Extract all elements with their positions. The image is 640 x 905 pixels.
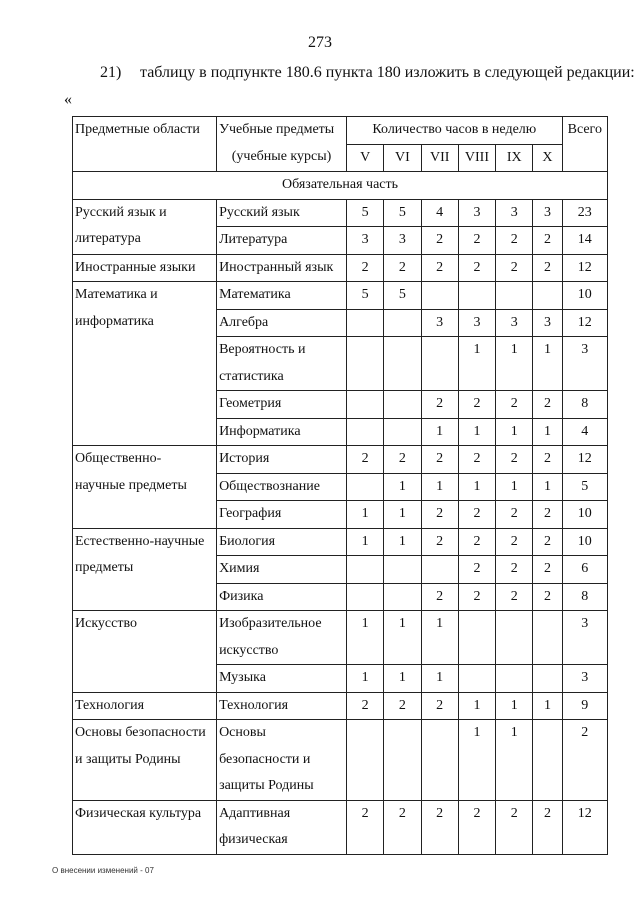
subject-area-cell	[73, 720, 217, 801]
hours-cell: 2	[533, 227, 562, 255]
hours-cell: 2	[496, 528, 533, 556]
subject-cell	[217, 501, 347, 529]
hours-cell	[347, 556, 384, 584]
hours-cell: 2	[421, 583, 458, 611]
subject-line: безопасности и	[219, 751, 311, 767]
subject-area-line: Математика и	[75, 287, 158, 302]
hours-cell: 2	[533, 556, 562, 584]
hours-cell: 2	[533, 528, 562, 556]
hours-cell: 2	[496, 556, 533, 584]
subject-cell	[217, 611, 347, 665]
total-cell: 12	[562, 309, 607, 337]
hours-cell: 2	[496, 501, 533, 529]
subject-cell	[217, 254, 347, 282]
subject-line: искусство	[219, 642, 279, 658]
hours-cell	[421, 556, 458, 584]
hours-cell: 2	[458, 391, 495, 419]
subject-cell	[217, 282, 347, 310]
total-cell: 2	[562, 720, 607, 801]
hours-cell	[384, 391, 421, 419]
subject-line: Обществознание	[219, 478, 320, 494]
hours-cell	[421, 282, 458, 310]
hours-cell: 2	[421, 528, 458, 556]
hours-cell: 2	[458, 501, 495, 529]
subject-line: Основы	[219, 725, 266, 740]
subject-line: Информатика	[219, 423, 301, 439]
subject-cell	[217, 337, 347, 391]
total-cell: 10	[562, 282, 607, 310]
table-row	[73, 254, 608, 282]
hours-cell	[496, 665, 533, 693]
hours-cell: 2	[533, 391, 562, 419]
subject-line: Физика	[219, 588, 264, 604]
hours-cell	[384, 583, 421, 611]
hours-cell: 1	[533, 692, 562, 720]
section-row	[73, 172, 608, 200]
header-area-cont	[73, 144, 217, 172]
hours-cell: 1	[421, 665, 458, 693]
hours-cell: 4	[421, 199, 458, 227]
hours-cell: 3	[533, 309, 562, 337]
hours-cell: 3	[496, 309, 533, 337]
hours-cell: 2	[458, 583, 495, 611]
header-area: Предметные области	[73, 117, 217, 145]
total-cell: 8	[562, 583, 607, 611]
hours-cell	[533, 282, 562, 310]
hours-cell: 2	[533, 501, 562, 529]
total-cell: 12	[562, 446, 607, 474]
total-cell: 12	[562, 800, 607, 854]
total-cell: 3	[562, 665, 607, 693]
hours-cell: 1	[458, 337, 495, 391]
header-total: Всего	[562, 117, 607, 145]
subject-cell	[217, 446, 347, 474]
subject-line: Иностранный язык	[219, 259, 334, 275]
hours-cell: 2	[421, 501, 458, 529]
hours-cell	[347, 583, 384, 611]
hours-cell: 2	[384, 446, 421, 474]
header-row	[73, 117, 608, 145]
subject-cell	[217, 800, 347, 854]
total-cell: 5	[562, 473, 607, 501]
grade-header: IX	[496, 144, 533, 172]
hours-cell: 5	[384, 282, 421, 310]
hours-cell: 2	[421, 391, 458, 419]
total-cell: 3	[562, 611, 607, 665]
section-title: Обязательная часть	[73, 172, 608, 200]
hours-cell	[458, 611, 495, 665]
subject-cell	[217, 227, 347, 255]
table-row	[73, 282, 608, 310]
subject-cell	[217, 199, 347, 227]
subject-line: Вероятность и	[219, 342, 306, 357]
hours-cell: 3	[496, 199, 533, 227]
subject-cell	[217, 583, 347, 611]
hours-cell: 1	[347, 611, 384, 665]
hours-cell: 1	[384, 473, 421, 501]
hours-cell: 1	[421, 473, 458, 501]
subject-line: Математика	[219, 287, 291, 302]
hours-cell: 2	[496, 800, 533, 854]
item-number: 21)	[100, 64, 122, 81]
subject-area-line: научные предметы	[75, 477, 187, 493]
subject-cell	[217, 391, 347, 419]
hours-cell: 2	[347, 692, 384, 720]
subject-line: Геометрия	[219, 396, 282, 411]
hours-cell: 2	[421, 800, 458, 854]
subject-area-cell	[73, 800, 217, 854]
total-cell: 10	[562, 501, 607, 529]
hours-cell: 1	[347, 665, 384, 693]
hours-cell: 2	[458, 556, 495, 584]
hours-cell: 1	[458, 692, 495, 720]
hours-cell: 5	[347, 199, 384, 227]
subject-cell	[217, 556, 347, 584]
footer-note: О внесении изменений - 07	[52, 866, 154, 875]
hours-cell: 5	[347, 282, 384, 310]
grade-header: X	[533, 144, 562, 172]
hours-cell: 3	[421, 309, 458, 337]
grade-header: V	[347, 144, 384, 172]
hours-cell	[421, 720, 458, 801]
hours-cell: 2	[347, 446, 384, 474]
hours-cell: 2	[458, 528, 495, 556]
hours-cell: 2	[458, 254, 495, 282]
subject-line: Изобразительное	[219, 616, 322, 631]
subject-area-cell	[73, 254, 217, 282]
hours-cell: 1	[458, 418, 495, 446]
subject-area-line: Общественно-	[75, 451, 162, 466]
subject-cell	[217, 473, 347, 501]
subject-cell	[217, 665, 347, 693]
hours-cell: 2	[384, 254, 421, 282]
grade-header: VI	[384, 144, 421, 172]
hours-cell: 1	[458, 720, 495, 801]
hours-cell: 2	[458, 446, 495, 474]
hours-cell	[347, 473, 384, 501]
hours-cell: 2	[496, 446, 533, 474]
subject-line: Литература	[219, 232, 288, 247]
table-row	[73, 611, 608, 665]
header-subject-sub: (учебные курсы)	[217, 144, 347, 172]
subject-cell	[217, 309, 347, 337]
subject-line: Химия	[219, 561, 260, 576]
subject-line: Алгебра	[219, 314, 269, 330]
hours-cell: 1	[384, 501, 421, 529]
hours-cell: 1	[458, 473, 495, 501]
hours-cell	[347, 418, 384, 446]
subject-area-line: предметы	[75, 560, 134, 575]
table-row	[73, 692, 608, 720]
subject-area-cell	[73, 282, 217, 446]
subject-area-line: Иностранные языки	[75, 259, 196, 275]
subject-cell	[217, 720, 347, 801]
hours-cell: 1	[384, 665, 421, 693]
subject-line: защиты Родины	[219, 778, 314, 793]
hours-cell: 2	[496, 254, 533, 282]
subject-area-line: Естественно-научные	[75, 533, 205, 549]
subject-area-line: Русский язык и	[75, 204, 167, 220]
hours-cell	[533, 665, 562, 693]
hours-cell: 2	[496, 227, 533, 255]
hours-cell: 1	[533, 337, 562, 391]
header-hours: Количество часов в неделю	[347, 117, 563, 145]
intro-paragraph	[100, 64, 635, 82]
subject-area-cell	[73, 528, 217, 611]
hours-cell: 2	[458, 227, 495, 255]
hours-cell: 1	[384, 611, 421, 665]
hours-cell: 2	[384, 800, 421, 854]
hours-cell: 1	[496, 473, 533, 501]
hours-cell: 1	[533, 418, 562, 446]
intro-text: таблицу в подпункте 180.6 пункта 180 изложить в следующей редакции:	[140, 64, 635, 81]
hours-cell	[496, 282, 533, 310]
total-cell: 10	[562, 528, 607, 556]
subject-area-cell	[73, 611, 217, 693]
hours-cell: 3	[458, 199, 495, 227]
hours-cell: 1	[496, 337, 533, 391]
subject-area-line: Технология	[75, 697, 145, 713]
hours-cell: 2	[496, 391, 533, 419]
hours-cell: 3	[384, 227, 421, 255]
subject-line: Технология	[219, 697, 289, 713]
hours-cell: 2	[533, 800, 562, 854]
curriculum-table	[72, 116, 608, 855]
grade-header: VIII	[458, 144, 495, 172]
hours-cell: 2	[421, 254, 458, 282]
hours-cell: 1	[347, 501, 384, 529]
hours-cell	[533, 611, 562, 665]
subject-line: География	[219, 506, 282, 521]
grade-header: VII	[421, 144, 458, 172]
table-row	[73, 800, 608, 854]
total-cell: 8	[562, 391, 607, 419]
hours-cell: 3	[533, 199, 562, 227]
hours-cell: 2	[421, 446, 458, 474]
opening-quote: «	[64, 91, 72, 108]
hours-cell: 2	[458, 800, 495, 854]
hours-cell: 1	[496, 692, 533, 720]
hours-cell	[347, 720, 384, 801]
hours-cell	[533, 720, 562, 801]
hours-cell: 2	[533, 446, 562, 474]
hours-cell	[384, 720, 421, 801]
hours-cell: 3	[458, 309, 495, 337]
table-row	[73, 720, 608, 801]
hours-cell: 2	[421, 227, 458, 255]
hours-cell: 1	[347, 528, 384, 556]
subject-area-line: Физическая культура	[75, 805, 202, 821]
hours-cell	[458, 282, 495, 310]
hours-cell: 2	[496, 583, 533, 611]
total-cell: 23	[562, 199, 607, 227]
hours-cell	[421, 337, 458, 391]
hours-cell: 2	[384, 692, 421, 720]
hours-cell: 2	[533, 254, 562, 282]
header-row-grades	[73, 144, 608, 172]
hours-cell: 1	[496, 418, 533, 446]
hours-cell	[384, 309, 421, 337]
subject-area-line: Искусство	[75, 616, 137, 631]
subject-area-line: Основы безопасности	[75, 725, 206, 740]
hours-cell: 2	[347, 254, 384, 282]
subject-line: Биология	[219, 533, 276, 549]
total-cell: 9	[562, 692, 607, 720]
hours-cell: 1	[421, 418, 458, 446]
total-cell: 4	[562, 418, 607, 446]
hours-cell: 2	[533, 583, 562, 611]
subject-line: физическая	[219, 832, 288, 847]
total-cell: 6	[562, 556, 607, 584]
hours-cell	[347, 391, 384, 419]
subject-cell	[217, 528, 347, 556]
subject-area-cell	[73, 199, 217, 254]
subject-area-line: литература	[75, 231, 141, 246]
hours-cell	[496, 611, 533, 665]
table-row	[73, 528, 608, 556]
hours-cell	[458, 665, 495, 693]
hours-cell: 1	[533, 473, 562, 501]
hours-cell: 2	[421, 692, 458, 720]
hours-cell	[384, 418, 421, 446]
hours-cell	[384, 337, 421, 391]
subject-area-line: информатика	[75, 313, 154, 329]
hours-cell	[347, 309, 384, 337]
subject-cell	[217, 692, 347, 720]
subject-area-line: и защиты Родины	[75, 751, 181, 767]
subject-cell	[217, 418, 347, 446]
hours-cell	[384, 556, 421, 584]
total-cell: 3	[562, 337, 607, 391]
table-row	[73, 199, 608, 227]
header-total-cont	[562, 144, 607, 172]
page-number: 273	[308, 34, 332, 51]
hours-cell	[347, 337, 384, 391]
total-cell: 12	[562, 254, 607, 282]
hours-cell: 3	[347, 227, 384, 255]
hours-cell: 2	[347, 800, 384, 854]
hours-cell: 1	[496, 720, 533, 801]
subject-line: История	[219, 451, 270, 466]
subject-area-cell	[73, 692, 217, 720]
total-cell: 14	[562, 227, 607, 255]
subject-line: статистика	[219, 368, 284, 384]
table-row	[73, 446, 608, 474]
hours-cell: 1	[421, 611, 458, 665]
hours-cell: 1	[384, 528, 421, 556]
header-subject: Учебные предметы	[217, 117, 347, 145]
hours-cell: 5	[384, 199, 421, 227]
subject-area-cell	[73, 446, 217, 529]
subject-line: Русский язык	[219, 204, 300, 220]
subject-line: Музыка	[219, 670, 266, 685]
subject-line: Адаптивная	[219, 805, 291, 821]
